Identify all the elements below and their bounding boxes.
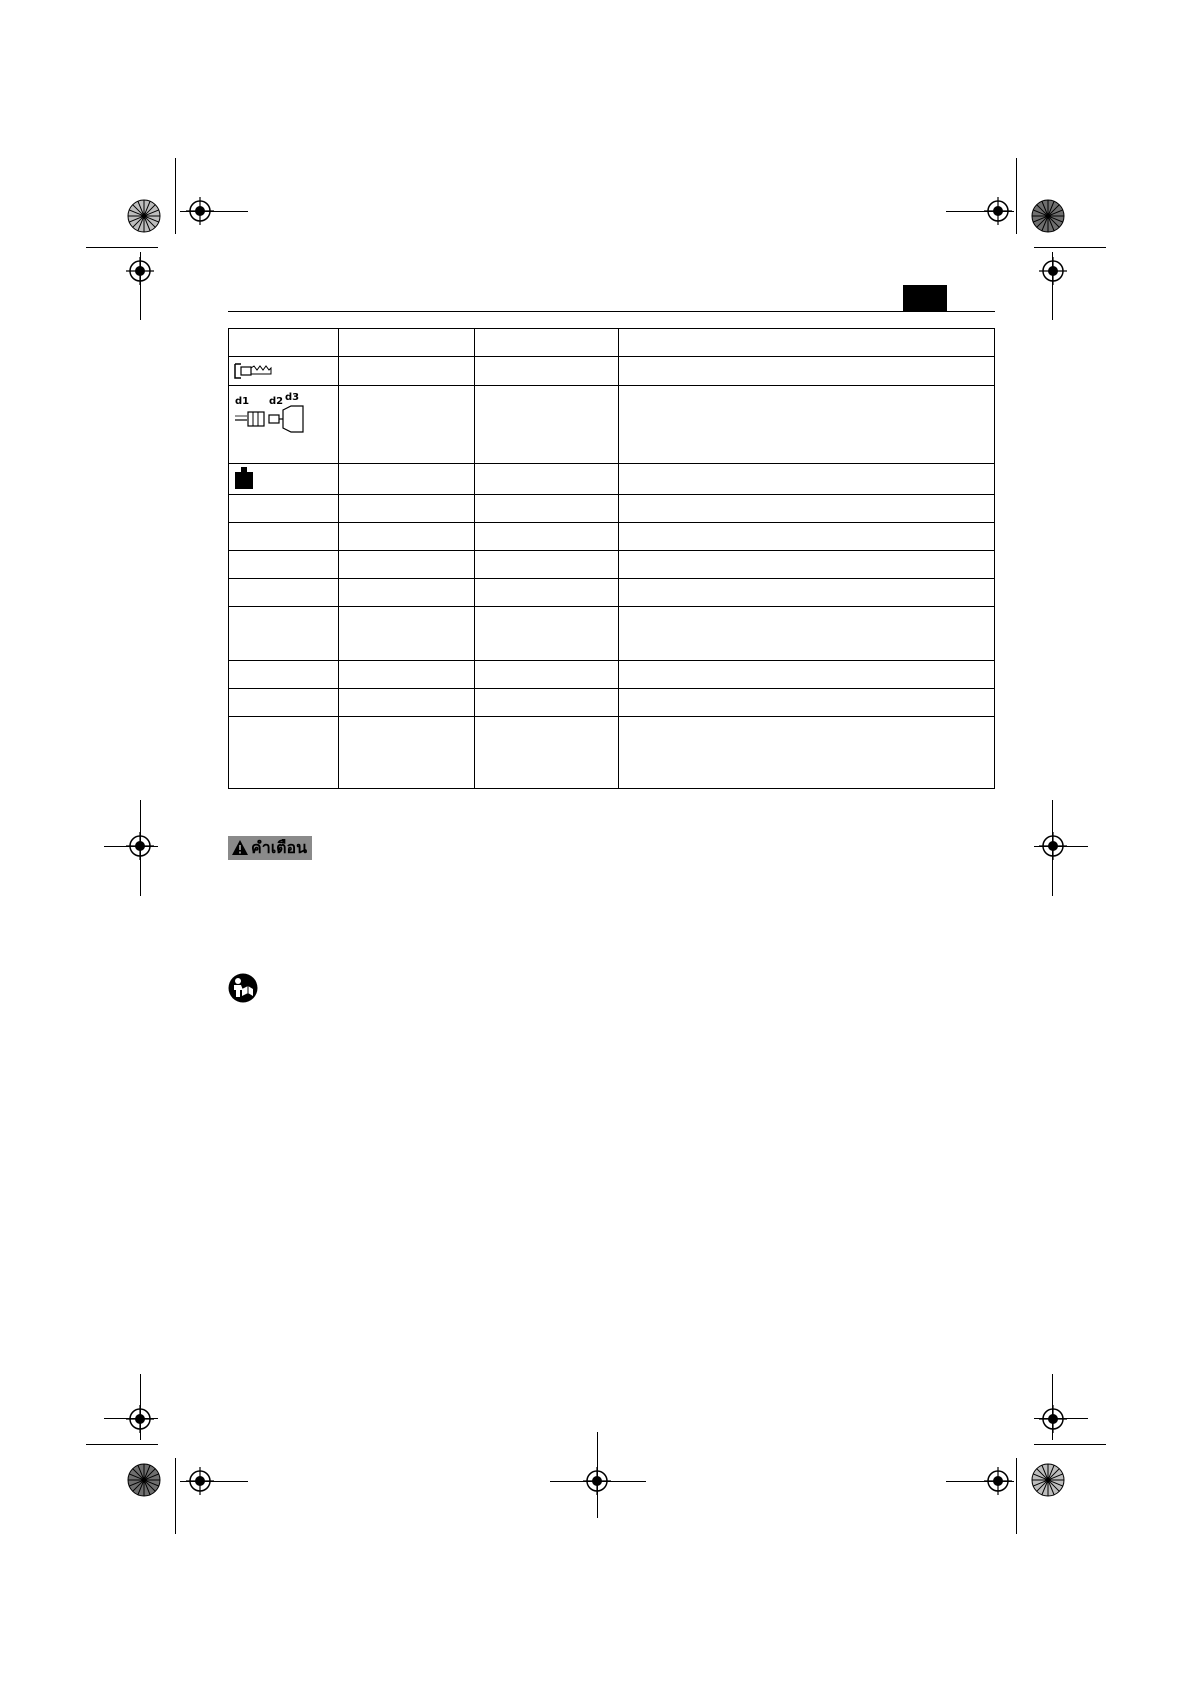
- table-cell: [339, 329, 475, 357]
- table-cell: [339, 551, 475, 579]
- table-cell: [475, 579, 619, 607]
- table-cell: [229, 579, 339, 607]
- table-cell: [339, 579, 475, 607]
- star-target-icon: [127, 1463, 161, 1497]
- table-row: [229, 386, 995, 464]
- table-cell: [475, 523, 619, 551]
- table-row: [229, 523, 995, 551]
- warning-text: คำเตือน: [251, 837, 308, 857]
- table-cell: [229, 357, 339, 386]
- table-cell: [619, 386, 995, 464]
- d3-label: d3: [285, 392, 300, 403]
- table-cell: [339, 357, 475, 386]
- table-cell: [475, 495, 619, 523]
- registration-target-icon: [186, 197, 214, 225]
- registration-target-icon: [984, 1467, 1012, 1495]
- table-cell: [229, 689, 339, 717]
- table-cell: [229, 495, 339, 523]
- warning-triangle-icon: [231, 839, 249, 857]
- d2-label: d2: [269, 396, 284, 407]
- table-cell: [229, 607, 339, 661]
- registration-target-icon: [126, 1405, 154, 1433]
- table-cell: [339, 386, 475, 464]
- table-row: [229, 689, 995, 717]
- table-row: [229, 717, 995, 789]
- table-cell: [229, 523, 339, 551]
- table-row: [229, 607, 995, 661]
- language-tab: [903, 285, 947, 311]
- table-cell: [475, 464, 619, 495]
- table-cell: [619, 464, 995, 495]
- registration-target-icon: [583, 1467, 611, 1495]
- table-cell: [619, 495, 995, 523]
- star-target-icon: [1031, 199, 1065, 233]
- table-cell: [619, 607, 995, 661]
- table-cell: [229, 717, 339, 789]
- table-cell: [339, 661, 475, 689]
- star-target-icon: [1031, 1463, 1065, 1497]
- table-row: [229, 579, 995, 607]
- table-row: [229, 464, 995, 495]
- read-manual-icon: [228, 973, 258, 1003]
- table-cell: [619, 661, 995, 689]
- registration-target-icon: [126, 832, 154, 860]
- table-cell: [229, 329, 339, 357]
- table-cell: [619, 329, 995, 357]
- registration-target-icon: [1039, 1405, 1067, 1433]
- table-cell: [475, 689, 619, 717]
- table-cell: [339, 523, 475, 551]
- table-cell: [475, 607, 619, 661]
- spec-table: [228, 328, 995, 789]
- table-cell: [619, 523, 995, 551]
- table-cell: [229, 551, 339, 579]
- table-cell: [339, 717, 475, 789]
- table-cell: [475, 661, 619, 689]
- chuck-diameter-icon: [233, 392, 315, 436]
- warning-label: [228, 836, 312, 860]
- table-cell: [619, 357, 995, 386]
- table-cell: [339, 495, 475, 523]
- table-cell: [339, 464, 475, 495]
- table-cell: [619, 579, 995, 607]
- table-row: [229, 329, 995, 357]
- table-cell: [619, 551, 995, 579]
- thread-icon: [233, 361, 273, 381]
- table-cell: [475, 329, 619, 357]
- registration-target-icon: [186, 1467, 214, 1495]
- header-rule: [228, 311, 995, 312]
- table-row: [229, 357, 995, 386]
- registration-target-icon: [1039, 257, 1067, 285]
- registration-target-icon: [984, 197, 1012, 225]
- table-cell: [619, 717, 995, 789]
- registration-target-icon: [1039, 832, 1067, 860]
- table-cell: [339, 607, 475, 661]
- table-cell: [229, 464, 339, 495]
- table-row: [229, 495, 995, 523]
- table-cell: [339, 689, 475, 717]
- table-cell: [475, 357, 619, 386]
- table-cell: [475, 386, 619, 464]
- table-cell: [229, 386, 339, 464]
- table-cell: [619, 689, 995, 717]
- table-row: [229, 551, 995, 579]
- d1-label: d1: [235, 396, 250, 407]
- table-cell: [475, 551, 619, 579]
- table-cell: [475, 717, 619, 789]
- table-cell: [229, 661, 339, 689]
- weight-icon: [233, 466, 255, 490]
- star-target-icon: [127, 199, 161, 233]
- registration-target-icon: [126, 257, 154, 285]
- table-row: [229, 661, 995, 689]
